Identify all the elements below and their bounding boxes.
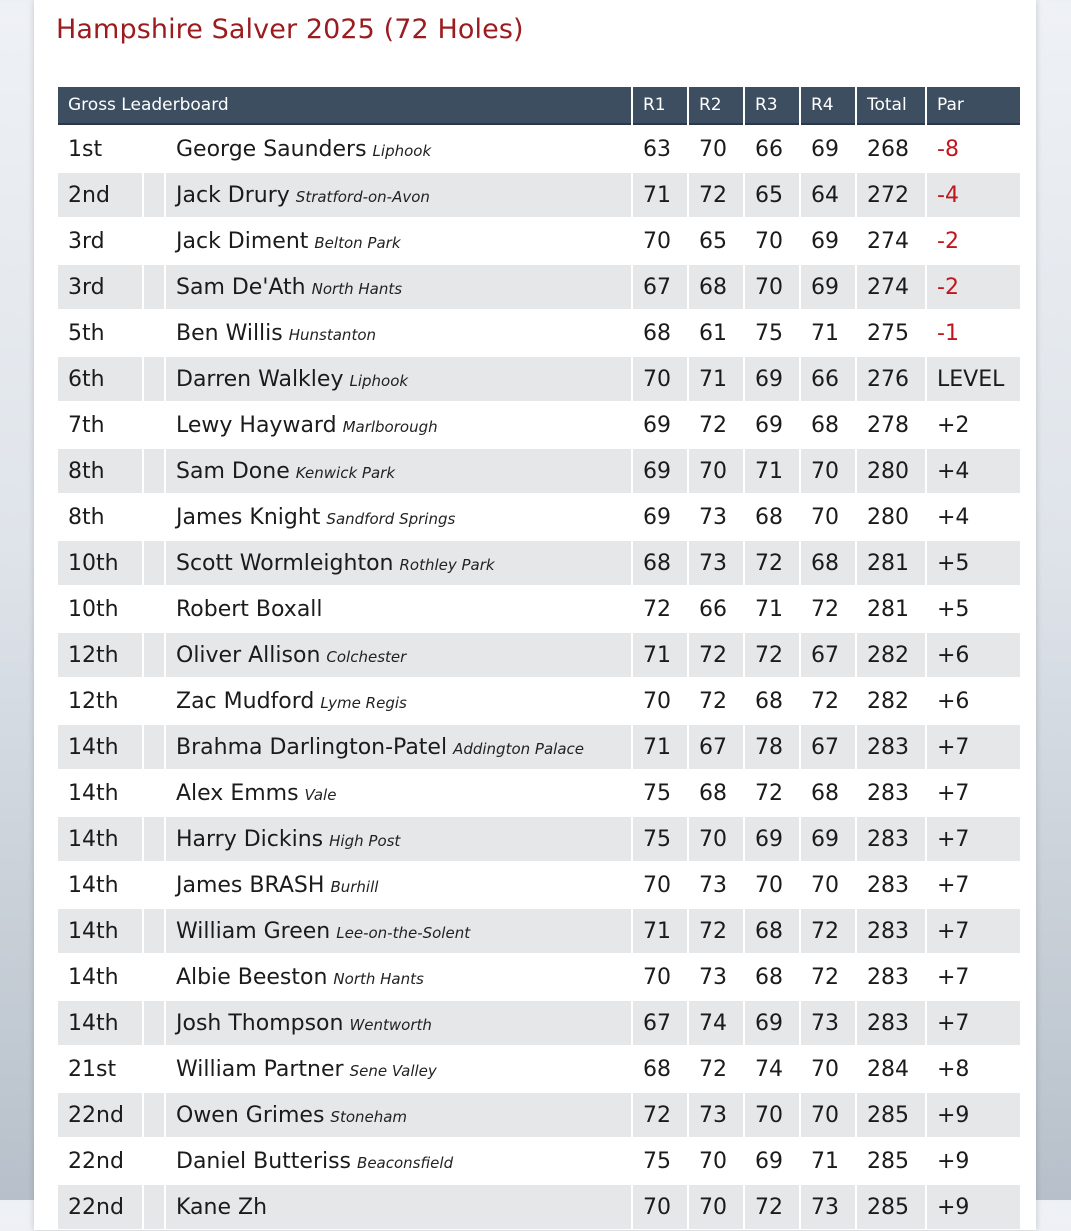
- total-score: 283: [857, 817, 925, 861]
- round-r4-score: 70: [801, 1093, 855, 1137]
- round-r1-score: 72: [633, 1093, 687, 1137]
- content-panel: [34, 0, 1036, 1230]
- round-r3-score: 65: [745, 173, 799, 217]
- player-cell: [166, 817, 631, 861]
- total-score: 283: [867, 780, 909, 806]
- table-row: [58, 955, 1020, 999]
- round-r2-score: 73: [699, 872, 727, 898]
- total-score: 283: [867, 872, 909, 898]
- row-spacer-cell: [144, 173, 164, 217]
- player-cell: [166, 449, 631, 493]
- header-gross-leaderboard: Gross Leaderboard: [58, 87, 631, 125]
- round-r3-score: 66: [755, 136, 783, 162]
- table-header-row: [58, 87, 1020, 125]
- player-cell: [166, 265, 631, 309]
- player-name: Darren Walkley: [176, 366, 344, 392]
- round-r1-score: 75: [643, 780, 671, 806]
- round-r2-score: 72: [689, 633, 743, 677]
- player-club: Colchester: [326, 647, 407, 666]
- round-r1-score: 70: [643, 872, 671, 898]
- player-cell: [166, 863, 631, 907]
- to-par: +5: [937, 596, 970, 622]
- round-r4-score: 67: [801, 633, 855, 677]
- player-club: Hunstanton: [288, 325, 377, 344]
- row-spacer-cell: [144, 541, 164, 585]
- player-name: Sam De'Ath: [176, 274, 306, 300]
- total-score: 276: [857, 357, 925, 401]
- round-r2-score: 72: [699, 1056, 727, 1082]
- round-r4-score: 70: [811, 504, 839, 530]
- total-score: 272: [857, 173, 925, 217]
- to-par: -2: [937, 228, 959, 254]
- player-name: James BRASH: [176, 872, 325, 898]
- round-r4-score: 69: [811, 228, 839, 254]
- round-r1-score: 75: [643, 1148, 671, 1174]
- position-cell: 5th: [68, 320, 105, 346]
- player-name: Zac Mudford: [176, 688, 315, 714]
- player-club: Stratford-on-Avon: [295, 187, 430, 206]
- player-club: Wentworth: [349, 1015, 432, 1034]
- table-row: [58, 679, 1020, 723]
- row-spacer-cell: [144, 1001, 164, 1045]
- player-cell: [166, 1185, 631, 1229]
- player-name: Oliver Allison: [176, 642, 321, 668]
- round-r2-score: 70: [689, 1185, 743, 1229]
- round-r2-score: 70: [689, 817, 743, 861]
- to-par: +7: [937, 780, 970, 806]
- round-r2-score: 68: [689, 265, 743, 309]
- header-r4: R4: [801, 87, 855, 125]
- row-spacer-cell: [144, 403, 164, 447]
- to-par: -8: [937, 136, 959, 162]
- to-par: +6: [937, 688, 970, 714]
- position-cell: 14th: [68, 780, 119, 806]
- player-cell: [166, 955, 631, 999]
- total-score: 268: [867, 136, 909, 162]
- row-spacer-cell: [144, 817, 164, 861]
- header-par: Par: [927, 87, 1020, 125]
- total-score: 275: [867, 320, 909, 346]
- position-cell: 14th: [68, 964, 119, 990]
- to-par: +7: [937, 872, 970, 898]
- to-par: +7: [927, 909, 1020, 953]
- table-row: [58, 633, 1020, 677]
- position-cell: 6th: [58, 357, 142, 401]
- header-r2: R2: [689, 87, 743, 125]
- round-r3-score: 68: [755, 964, 783, 990]
- round-r1-score: 70: [633, 357, 687, 401]
- header-total: Total: [857, 87, 925, 125]
- total-score: 281: [867, 596, 909, 622]
- player-name: Alex Emms: [176, 780, 299, 806]
- row-spacer-cell: [144, 1093, 164, 1137]
- to-par: -1: [937, 320, 959, 346]
- round-r3-score: 71: [745, 449, 799, 493]
- to-par: +7: [927, 725, 1020, 769]
- player-cell: [166, 495, 631, 539]
- to-par: +2: [937, 412, 970, 438]
- round-r4-score: 69: [801, 265, 855, 309]
- to-par: +9: [927, 1185, 1020, 1229]
- round-r3-score: 74: [755, 1056, 783, 1082]
- player-club: Lee-on-the-Solent: [336, 923, 471, 942]
- player-cell: [166, 1001, 631, 1045]
- round-r1-score: 63: [643, 136, 671, 162]
- total-score: 283: [857, 1001, 925, 1045]
- gross-leaderboard-table: [56, 85, 1022, 1231]
- total-score: 274: [867, 228, 909, 254]
- round-r1-score: 69: [643, 412, 671, 438]
- round-r4-score: 72: [811, 964, 839, 990]
- to-par: +4: [927, 449, 1020, 493]
- table-row: [58, 219, 1020, 263]
- to-par: -4: [927, 173, 1020, 217]
- position-cell: 8th: [58, 449, 142, 493]
- round-r3-score: 69: [745, 817, 799, 861]
- row-spacer-cell: [144, 771, 164, 815]
- player-club: North Hants: [311, 279, 403, 298]
- round-r3-score: 68: [755, 688, 783, 714]
- row-spacer-cell: [144, 909, 164, 953]
- round-r4-score: 70: [801, 449, 855, 493]
- round-r1-score: 68: [643, 1056, 671, 1082]
- table-row: [58, 1047, 1020, 1091]
- total-score: 284: [867, 1056, 909, 1082]
- player-cell: [166, 173, 631, 217]
- to-par: +9: [927, 1093, 1020, 1137]
- player-name: Scott Wormleighton: [176, 550, 394, 576]
- player-cell: [166, 1093, 631, 1137]
- to-par: +5: [927, 541, 1020, 585]
- position-cell: 14th: [58, 817, 142, 861]
- round-r1-score: 70: [643, 228, 671, 254]
- round-r3-score: 72: [745, 1185, 799, 1229]
- table-row: [58, 311, 1020, 355]
- player-name: Robert Boxall: [176, 596, 323, 622]
- table-row: [58, 863, 1020, 907]
- round-r4-score: 69: [811, 136, 839, 162]
- table-row: [58, 1185, 1020, 1229]
- round-r3-score: 70: [755, 228, 783, 254]
- table-row: [58, 265, 1020, 309]
- player-club: North Hants: [333, 969, 424, 988]
- player-name: Sam Done: [176, 458, 290, 484]
- round-r4-score: 70: [811, 872, 839, 898]
- position-cell: 22nd: [58, 1185, 142, 1229]
- round-r1-score: 71: [633, 173, 687, 217]
- position-cell: 14th: [58, 909, 142, 953]
- round-r2-score: 72: [689, 173, 743, 217]
- player-club: Marlborough: [342, 417, 438, 436]
- round-r3-score: 69: [745, 1001, 799, 1045]
- round-r2-score: 70: [699, 1148, 727, 1174]
- leaderboard-body: [58, 127, 1020, 1229]
- round-r1-score: 69: [643, 504, 671, 530]
- round-r2-score: 73: [699, 504, 727, 530]
- round-r1-score: 68: [633, 541, 687, 585]
- round-r3-score: 72: [745, 541, 799, 585]
- player-cell: [166, 541, 631, 585]
- round-r2-score: 71: [689, 357, 743, 401]
- round-r4-score: 68: [811, 780, 839, 806]
- round-r3-score: 75: [755, 320, 783, 346]
- round-r2-score: 73: [689, 1093, 743, 1137]
- row-spacer-cell: [144, 587, 164, 631]
- round-r1-score: 67: [633, 265, 687, 309]
- total-score: 280: [867, 504, 909, 530]
- round-r1-score: 71: [633, 909, 687, 953]
- player-club: Sandford Springs: [326, 509, 456, 528]
- player-club: Liphook: [372, 141, 432, 160]
- to-par: LEVEL: [927, 357, 1020, 401]
- player-club: Burhill: [330, 877, 379, 896]
- to-par: +7: [937, 964, 970, 990]
- player-name: Owen Grimes: [176, 1102, 325, 1128]
- row-spacer-cell: [144, 265, 164, 309]
- player-name: William Partner: [176, 1056, 344, 1082]
- round-r2-score: 73: [689, 541, 743, 585]
- table-row: [58, 1093, 1020, 1137]
- player-name: Harry Dickins: [176, 826, 324, 852]
- round-r1-score: 71: [633, 633, 687, 677]
- player-name: Josh Thompson: [176, 1010, 344, 1036]
- round-r1-score: 70: [643, 964, 671, 990]
- round-r3-score: 69: [745, 357, 799, 401]
- round-r2-score: 72: [699, 688, 727, 714]
- header-r1: R1: [633, 87, 687, 125]
- player-club: Kenwick Park: [295, 463, 396, 482]
- position-cell: 2nd: [58, 173, 142, 217]
- round-r4-score: 72: [811, 596, 839, 622]
- round-r1-score: 68: [643, 320, 671, 346]
- player-club: Belton Park: [314, 233, 401, 252]
- to-par: +9: [937, 1148, 970, 1174]
- to-par: +4: [937, 504, 970, 530]
- table-row: [58, 725, 1020, 769]
- round-r2-score: 70: [689, 449, 743, 493]
- round-r1-score: 70: [643, 688, 671, 714]
- position-cell: 22nd: [68, 1148, 124, 1174]
- row-spacer-cell: [144, 311, 164, 355]
- row-spacer-cell: [144, 863, 164, 907]
- total-score: 283: [857, 909, 925, 953]
- player-name: Daniel Butteriss: [176, 1148, 352, 1174]
- round-r3-score: 68: [755, 504, 783, 530]
- position-cell: 10th: [58, 541, 142, 585]
- round-r4-score: 66: [801, 357, 855, 401]
- to-par: +7: [927, 1001, 1020, 1045]
- total-score: 283: [857, 725, 925, 769]
- total-score: 285: [857, 1093, 925, 1137]
- player-name: Lewy Hayward: [176, 412, 337, 438]
- to-par: +7: [927, 817, 1020, 861]
- row-spacer-cell: [144, 633, 164, 677]
- table-row: [58, 1001, 1020, 1045]
- round-r1-score: 70: [633, 1185, 687, 1229]
- row-spacer-cell: [144, 725, 164, 769]
- player-club: Liphook: [349, 371, 409, 390]
- round-r2-score: 72: [699, 412, 727, 438]
- round-r1-score: 67: [633, 1001, 687, 1045]
- round-r1-score: 71: [633, 725, 687, 769]
- round-r1-score: 69: [633, 449, 687, 493]
- round-r4-score: 72: [811, 688, 839, 714]
- to-par: -2: [927, 265, 1020, 309]
- round-r2-score: 74: [689, 1001, 743, 1045]
- row-spacer-cell: [144, 449, 164, 493]
- player-name: Albie Beeston: [176, 964, 328, 990]
- table-row: [58, 771, 1020, 815]
- round-r2-score: 73: [699, 964, 727, 990]
- player-club: Stoneham: [330, 1107, 408, 1126]
- player-club: Rothley Park: [399, 555, 495, 574]
- round-r2-score: 61: [699, 320, 727, 346]
- player-cell: [166, 587, 631, 631]
- round-r4-score: 64: [801, 173, 855, 217]
- table-row: [58, 587, 1020, 631]
- player-club: Addington Palace: [453, 739, 584, 758]
- position-cell: 21st: [68, 1056, 117, 1082]
- round-r3-score: 70: [745, 1093, 799, 1137]
- table-row: [58, 403, 1020, 447]
- round-r4-score: 72: [801, 909, 855, 953]
- player-cell: [166, 679, 631, 723]
- player-club: Lyme Regis: [320, 693, 407, 712]
- player-cell: [166, 771, 631, 815]
- position-cell: 12th: [58, 633, 142, 677]
- player-cell: [166, 311, 631, 355]
- round-r3-score: 69: [755, 412, 783, 438]
- round-r4-score: 71: [811, 320, 839, 346]
- position-cell: 7th: [68, 412, 105, 438]
- position-cell: 14th: [58, 1001, 142, 1045]
- round-r4-score: 68: [801, 541, 855, 585]
- total-score: 283: [867, 964, 909, 990]
- round-r2-score: 70: [699, 136, 727, 162]
- round-r2-score: 67: [689, 725, 743, 769]
- position-cell: 14th: [68, 872, 119, 898]
- round-r1-score: 75: [633, 817, 687, 861]
- round-r3-score: 70: [745, 265, 799, 309]
- player-club: Beaconsfield: [357, 1153, 454, 1172]
- player-name: Kane Zh: [176, 1194, 268, 1220]
- to-par: +8: [937, 1056, 970, 1082]
- round-r2-score: 65: [699, 228, 727, 254]
- position-cell: 1st: [68, 136, 103, 162]
- player-name: James Knight: [176, 504, 321, 530]
- header-r3: R3: [745, 87, 799, 125]
- total-score: 282: [857, 633, 925, 677]
- round-r1-score: 72: [643, 596, 671, 622]
- round-r4-score: 67: [801, 725, 855, 769]
- player-club: Sene Valley: [349, 1061, 437, 1080]
- table-row: [58, 173, 1020, 217]
- position-cell: 22nd: [58, 1093, 142, 1137]
- player-name: Brahma Darlington-Patel: [176, 734, 448, 760]
- row-spacer-cell: [144, 1047, 164, 1091]
- player-cell: [166, 127, 631, 171]
- round-r3-score: 70: [755, 872, 783, 898]
- position-cell: 8th: [68, 504, 105, 530]
- player-cell: [166, 1047, 631, 1091]
- row-spacer-cell: [144, 679, 164, 723]
- player-club: High Post: [329, 831, 401, 850]
- row-spacer-cell: [144, 127, 164, 171]
- player-name: Ben Willis: [176, 320, 283, 346]
- player-cell: [166, 1139, 631, 1183]
- round-r2-score: 68: [699, 780, 727, 806]
- round-r3-score: 72: [745, 633, 799, 677]
- player-club: Vale: [304, 785, 337, 804]
- total-score: 274: [857, 265, 925, 309]
- round-r2-score: 72: [689, 909, 743, 953]
- position-cell: 10th: [68, 596, 119, 622]
- round-r4-score: 73: [801, 1185, 855, 1229]
- total-score: 281: [857, 541, 925, 585]
- player-cell: [166, 219, 631, 263]
- player-name: Jack Drury: [176, 182, 290, 208]
- row-spacer-cell: [144, 357, 164, 401]
- round-r3-score: 78: [745, 725, 799, 769]
- total-score: 285: [867, 1148, 909, 1174]
- row-spacer-cell: [144, 219, 164, 263]
- table-row: [58, 541, 1020, 585]
- player-cell: [166, 403, 631, 447]
- table-row: [58, 127, 1020, 171]
- table-row: [58, 495, 1020, 539]
- row-spacer-cell: [144, 1139, 164, 1183]
- round-r4-score: 73: [801, 1001, 855, 1045]
- player-name: George Saunders: [176, 136, 367, 162]
- player-name: William Green: [176, 918, 331, 944]
- table-row: [58, 909, 1020, 953]
- row-spacer-cell: [144, 1185, 164, 1229]
- round-r3-score: 72: [755, 780, 783, 806]
- position-cell: 14th: [58, 725, 142, 769]
- round-r4-score: 68: [811, 412, 839, 438]
- to-par: +6: [927, 633, 1020, 677]
- round-r2-score: 66: [699, 596, 727, 622]
- position-cell: 3rd: [58, 265, 142, 309]
- table-row: [58, 357, 1020, 401]
- total-score: 282: [867, 688, 909, 714]
- player-cell: [166, 909, 631, 953]
- position-cell: 12th: [68, 688, 119, 714]
- row-spacer-cell: [144, 955, 164, 999]
- total-score: 285: [857, 1185, 925, 1229]
- round-r3-score: 69: [755, 1148, 783, 1174]
- player-cell: [166, 725, 631, 769]
- round-r4-score: 69: [801, 817, 855, 861]
- player-name: Jack Diment: [176, 228, 309, 254]
- total-score: 278: [867, 412, 909, 438]
- total-score: 280: [857, 449, 925, 493]
- round-r3-score: 68: [745, 909, 799, 953]
- table-row: [58, 1139, 1020, 1183]
- player-cell: [166, 357, 631, 401]
- round-r4-score: 71: [811, 1148, 839, 1174]
- round-r4-score: 70: [811, 1056, 839, 1082]
- round-r3-score: 71: [755, 596, 783, 622]
- page-title: Hampshire Salver 2025 (72 Holes): [56, 14, 524, 45]
- row-spacer-cell: [144, 495, 164, 539]
- player-cell: [166, 633, 631, 677]
- position-cell: 3rd: [68, 228, 105, 254]
- table-row: [58, 817, 1020, 861]
- table-row: [58, 449, 1020, 493]
